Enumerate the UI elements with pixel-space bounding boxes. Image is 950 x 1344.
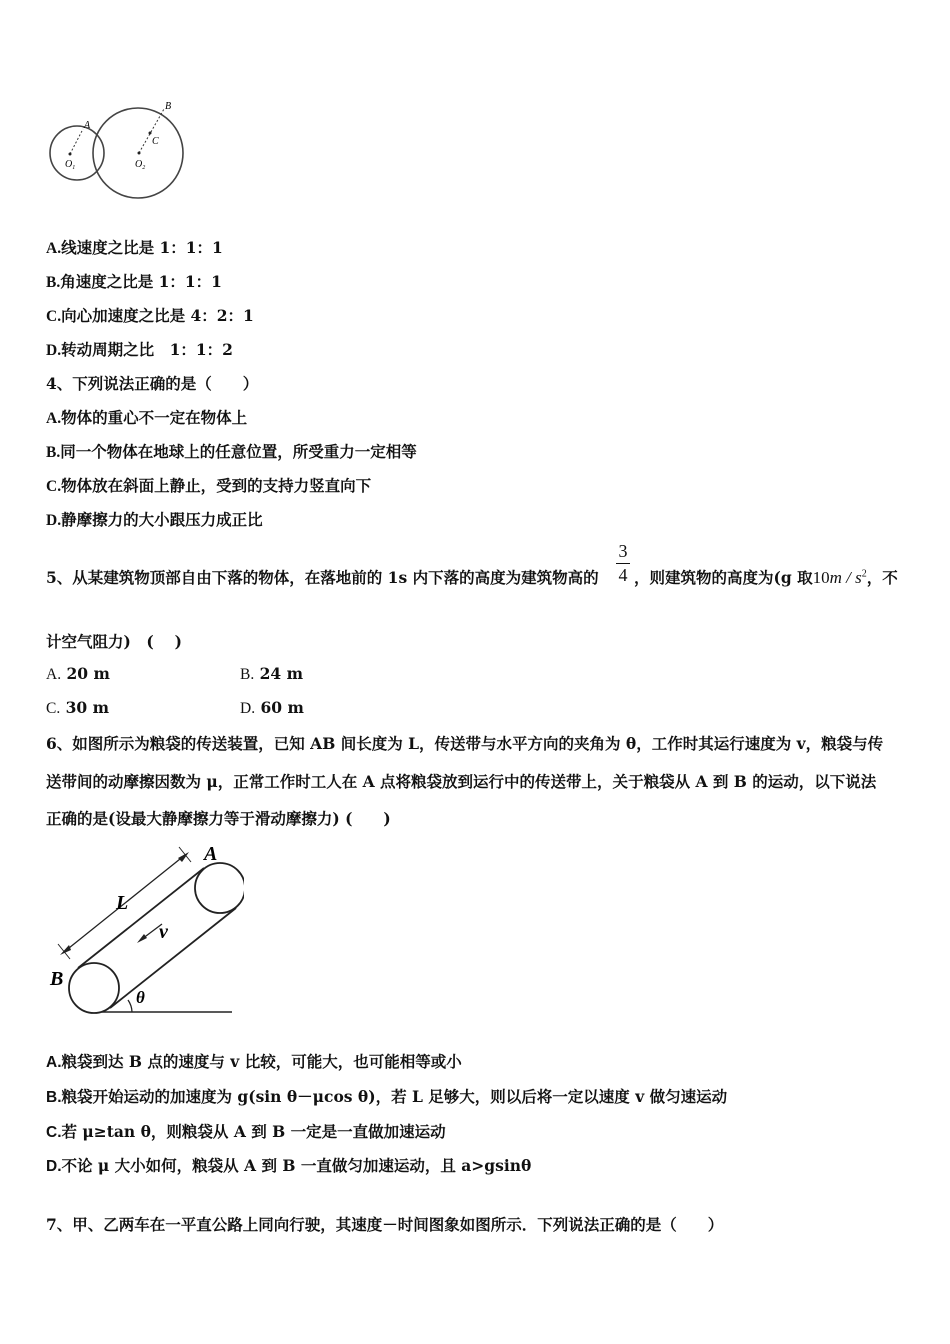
q4-option-d: D.静摩擦力的大小跟压力成正比 <box>46 510 263 529</box>
q5-fraction: 3 4 <box>616 541 630 586</box>
belt-top <box>78 868 204 968</box>
label-a: A <box>84 120 91 131</box>
q4-option-b: B.同一个物体在地球上的任意位置，所受重力一定相等 <box>46 442 417 461</box>
label-o1: $O_1$ <box>65 159 76 171</box>
radius-o1-a <box>70 129 83 154</box>
label-b: B <box>165 101 172 112</box>
point-c <box>149 132 152 135</box>
label-a: A <box>204 843 218 865</box>
q4-stem: 4、下列说法正确的是（ ） <box>46 374 259 393</box>
belt-bottom <box>110 908 236 1008</box>
q6-option-b: B.粮袋开始运动的加速度为 g(sin θ－μcos θ)，若 L 足够大，则以后将一定以速度 v 做匀速运动 <box>46 1087 728 1106</box>
q6-option-d: D.不论 μ 大小如何，粮袋从 A 到 B 一直做匀加速运动，且 a>gsinθ <box>46 1156 532 1175</box>
conveyor-figure <box>44 838 244 1018</box>
theta-arc <box>128 1000 132 1012</box>
q7-stem: 7、甲、乙两车在一平直公路上同向行驶，其速度－时间图象如图所示．下列说法正确的是（ ） <box>46 1215 724 1234</box>
q5-option-b: B. 24 m <box>240 664 303 683</box>
q5-stem-part1: 5、从某建筑物顶部自由下落的物体，在落地前的 1s 内下落的高度为建筑物高的 <box>46 568 599 587</box>
point-o2 <box>138 152 141 155</box>
q5-stem-part2: ，则建筑物的高度为(g 取$10m / s^2$，不 <box>634 568 898 587</box>
label-v: v <box>159 921 168 943</box>
q6-stem-line1: 6、如图所示为粮袋的传送装置，已知 AB 间长度为 L，传送带与水平方向的夹角为 θ，工作时其运行速度为 v，粮袋与传 <box>46 734 884 753</box>
q3-option-c: C.向心加速度之比是 4：2：1 <box>46 306 254 325</box>
q3-option-a: A.线速度之比是 1：1：1 <box>46 238 223 257</box>
q5-option-d: D. 60 m <box>240 698 304 717</box>
label-b: B <box>50 968 64 990</box>
velocity-arrow-head <box>137 934 147 943</box>
roller-b <box>69 963 119 1013</box>
q5-option-c: C. 30 m <box>46 698 109 717</box>
q6-stem-line3: 正确的是(设最大静摩擦力等于滑动摩擦力) ( ) <box>46 809 391 828</box>
q5-stem-line2: 计空气阻力) ( ) <box>46 632 182 651</box>
wheels-figure <box>40 96 190 211</box>
label-theta: θ <box>136 988 145 1007</box>
q6-option-a: A.粮袋到达 B 点的速度与 v 比较，可能大，也可能相等或小 <box>46 1052 462 1071</box>
q6-option-c: C.若 μ≥tan θ，则粮袋从 A 到 B 一定是一直做加速运动 <box>46 1122 446 1141</box>
q4-option-a: A.物体的重心不一定在物体上 <box>46 408 248 427</box>
q3-option-b: B.角速度之比是 1：1：1 <box>46 272 222 291</box>
point-o1 <box>69 153 72 156</box>
q5-option-a: A. 20 m <box>46 664 110 683</box>
label-l: L <box>116 892 129 914</box>
small-wheel <box>50 126 104 180</box>
label-c: C <box>152 136 159 147</box>
roller-a <box>195 863 244 913</box>
q6-stem-line2: 送带间的动摩擦因数为 μ，正常工作时工人在 A 点将粮袋放到运行中的传送带上，关于粮袋从 A 到 B 的运动，以下说法 <box>46 772 877 791</box>
q3-option-d: D.转动周期之比 1：1：2 <box>46 340 233 359</box>
q4-option-c: C.物体放在斜面上静止，受到的支持力竖直向下 <box>46 476 372 495</box>
label-o2: $O_2$ <box>135 159 146 171</box>
